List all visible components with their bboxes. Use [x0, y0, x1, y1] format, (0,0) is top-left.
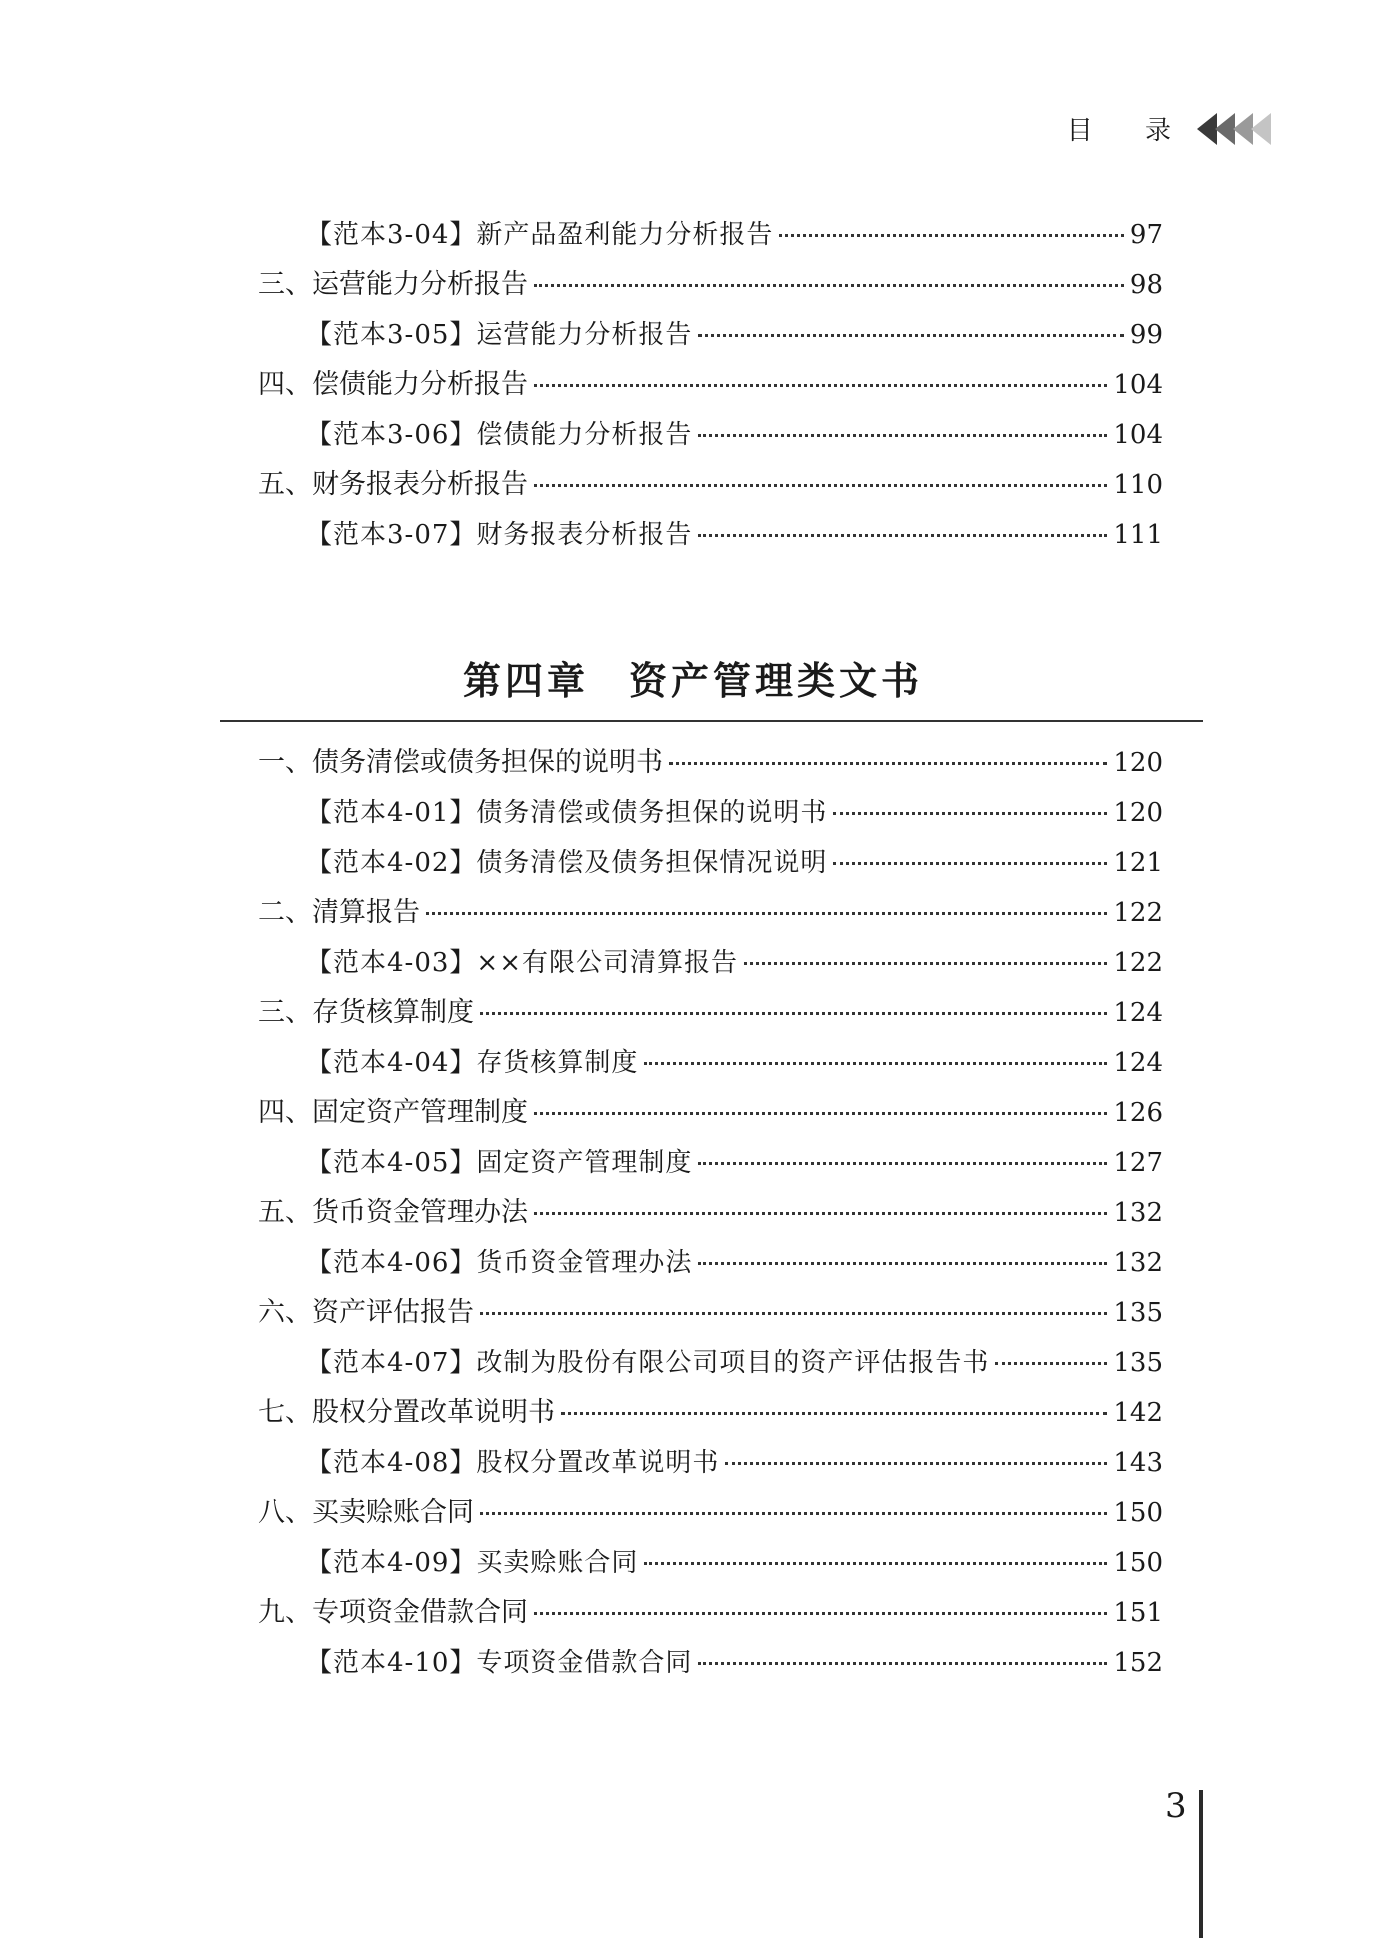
toc-entry-page: 122: [1113, 948, 1163, 978]
toc-sub-entry[interactable]: [258, 410, 1163, 460]
toc-entry-page: 135: [1113, 1298, 1163, 1328]
dot-leader: [534, 384, 1107, 387]
toc-entry-label: 【范本3-04】新产品盈利能力分析报告: [306, 220, 774, 250]
toc-sub-entry[interactable]: [258, 510, 1163, 560]
dot-leader: [561, 1412, 1107, 1415]
toc-sub-entry[interactable]: [258, 1038, 1163, 1088]
toc-entry-page: 110: [1113, 470, 1163, 500]
toc-entry-page: 127: [1113, 1148, 1163, 1178]
toc-entry-label: 二、清算报告: [258, 897, 420, 928]
chapter-number: 第四章: [462, 658, 589, 703]
page-number: 3: [1165, 1786, 1187, 1826]
toc-section-entry[interactable]: [258, 360, 1163, 410]
toc-entry-label: 【范本4-01】债务清偿或债务担保的说明书: [306, 798, 828, 828]
toc-entry-label: 九、专项资金借款合同: [258, 1597, 528, 1628]
dot-leader: [534, 1112, 1107, 1115]
toc-entry-label: 【范本3-06】偿债能力分析报告: [306, 420, 693, 450]
page-edge-bar: [1199, 1790, 1203, 1938]
toc-entry-page: 151: [1113, 1598, 1163, 1628]
dot-leader: [480, 1512, 1107, 1515]
toc-entry-page: 132: [1113, 1248, 1163, 1278]
toc-entry-page: 135: [1113, 1348, 1163, 1378]
toc-section-entry[interactable]: [258, 1288, 1163, 1338]
toc-entry-page: 124: [1113, 1048, 1163, 1078]
toc-sub-entry[interactable]: [258, 1538, 1163, 1588]
dot-leader: [644, 1562, 1107, 1565]
toc-sub-entry[interactable]: [258, 1638, 1163, 1688]
dot-leader: [725, 1462, 1107, 1465]
toc-section-entry[interactable]: [258, 1188, 1163, 1238]
toc-entry-label: 三、存货核算制度: [258, 997, 474, 1028]
toc-sub-entry[interactable]: [258, 788, 1163, 838]
toc-entry-label: 四、偿债能力分析报告: [258, 369, 528, 400]
toc-entry-page: 111: [1113, 520, 1163, 550]
dot-leader: [698, 334, 1123, 337]
chapter-heading: [0, 650, 1386, 705]
toc-entry-page: 97: [1129, 220, 1163, 250]
chapter-toc-list: [258, 738, 1163, 1688]
toc-section-entry[interactable]: [258, 1088, 1163, 1138]
chapter-divider: [220, 720, 1203, 722]
toc-entry-label: 四、固定资产管理制度: [258, 1097, 528, 1128]
dot-leader: [698, 1662, 1107, 1665]
toc-entry-label: 五、货币资金管理办法: [258, 1197, 528, 1228]
toc-continued-list: [258, 210, 1163, 560]
toc-entry-page: 104: [1113, 370, 1163, 400]
toc-entry-label: 【范本4-08】股权分置改革说明书: [306, 1448, 720, 1478]
toc-entry-page: 104: [1113, 420, 1163, 450]
dot-leader: [534, 1612, 1107, 1615]
toc-entry-page: 98: [1129, 270, 1163, 300]
chapter-title: 资产管理类文书: [629, 658, 924, 703]
dot-leader: [833, 812, 1107, 815]
toc-entry-page: 122: [1113, 898, 1163, 928]
toc-entry-label: 【范本4-09】买卖赊账合同: [306, 1548, 639, 1578]
toc-section-entry[interactable]: [258, 260, 1163, 310]
toc-entry-label: 八、买卖赊账合同: [258, 1497, 474, 1528]
toc-section-entry[interactable]: [258, 1388, 1163, 1438]
toc-entry-label: 【范本3-05】运营能力分析报告: [306, 320, 693, 350]
dot-leader: [698, 1262, 1107, 1265]
toc-sub-entry[interactable]: [258, 1438, 1163, 1488]
toc-entry-page: 126: [1113, 1098, 1163, 1128]
toc-entry-label: 三、运营能力分析报告: [258, 269, 528, 300]
header-title: 目 录: [1066, 116, 1193, 146]
dot-leader: [669, 762, 1107, 765]
toc-entry-label: 【范本4-02】债务清偿及债务担保情况说明: [306, 848, 828, 878]
toc-section-entry[interactable]: [258, 1488, 1163, 1538]
toc-entry-label: 五、财务报表分析报告: [258, 469, 528, 500]
dot-leader: [534, 284, 1124, 287]
toc-sub-entry[interactable]: [258, 210, 1163, 260]
toc-entry-label: 【范本4-07】改制为股份有限公司项目的资产评估报告书: [306, 1348, 990, 1378]
toc-sub-entry[interactable]: [258, 1138, 1163, 1188]
toc-entry-page: 143: [1113, 1448, 1163, 1478]
toc-entry-page: 120: [1113, 798, 1163, 828]
toc-entry-label: 一、债务清偿或债务担保的说明书: [258, 747, 663, 778]
toc-section-entry[interactable]: [258, 888, 1163, 938]
toc-entry-label: 【范本4-06】货币资金管理办法: [306, 1248, 693, 1278]
toc-entry-page: 99: [1129, 320, 1163, 350]
dot-leader: [534, 484, 1107, 487]
toc-entry-label: 【范本4-03】××有限公司清算报告: [306, 948, 738, 978]
dot-leader: [698, 434, 1107, 437]
dot-leader: [744, 962, 1107, 965]
toc-entry-label: 【范本4-10】专项资金借款合同: [306, 1648, 693, 1678]
toc-sub-entry[interactable]: [258, 1238, 1163, 1288]
toc-entry-page: 120: [1113, 748, 1163, 778]
toc-entry-page: 132: [1113, 1198, 1163, 1228]
toc-entry-page: 150: [1113, 1548, 1163, 1578]
toc-entry-page: 150: [1113, 1498, 1163, 1528]
toc-entry-label: 七、股权分置改革说明书: [258, 1397, 555, 1428]
toc-entry-label: 六、资产评估报告: [258, 1297, 474, 1328]
dot-leader: [995, 1362, 1107, 1365]
running-header: [1067, 110, 1271, 147]
dot-leader: [426, 912, 1107, 915]
toc-sub-entry[interactable]: [258, 1338, 1163, 1388]
toc-entry-label: 【范本4-05】固定资产管理制度: [306, 1148, 693, 1178]
toc-entry-page: 121: [1113, 848, 1163, 878]
dot-leader: [644, 1062, 1107, 1065]
toc-section-entry[interactable]: [258, 988, 1163, 1038]
toc-entry-page: 152: [1113, 1648, 1163, 1678]
dot-leader: [698, 534, 1107, 537]
dot-leader: [698, 1162, 1107, 1165]
dot-leader: [534, 1212, 1107, 1215]
toc-entry-label: 【范本4-04】存货核算制度: [306, 1048, 639, 1078]
toc-section-entry[interactable]: [258, 1588, 1163, 1638]
dot-leader: [779, 234, 1123, 237]
toc-sub-entry[interactable]: [258, 838, 1163, 888]
toc-sub-entry[interactable]: [258, 310, 1163, 360]
dot-leader: [480, 1312, 1107, 1315]
toc-entry-page: 142: [1113, 1398, 1163, 1428]
triple-arrow-left-icon: [1199, 113, 1271, 145]
toc-entry-page: 124: [1113, 998, 1163, 1028]
toc-entry-label: 【范本3-07】财务报表分析报告: [306, 520, 693, 550]
toc-section-entry[interactable]: [258, 738, 1163, 788]
toc-section-entry[interactable]: [258, 460, 1163, 510]
toc-sub-entry[interactable]: [258, 938, 1163, 988]
dot-leader: [480, 1012, 1107, 1015]
dot-leader: [833, 862, 1107, 865]
